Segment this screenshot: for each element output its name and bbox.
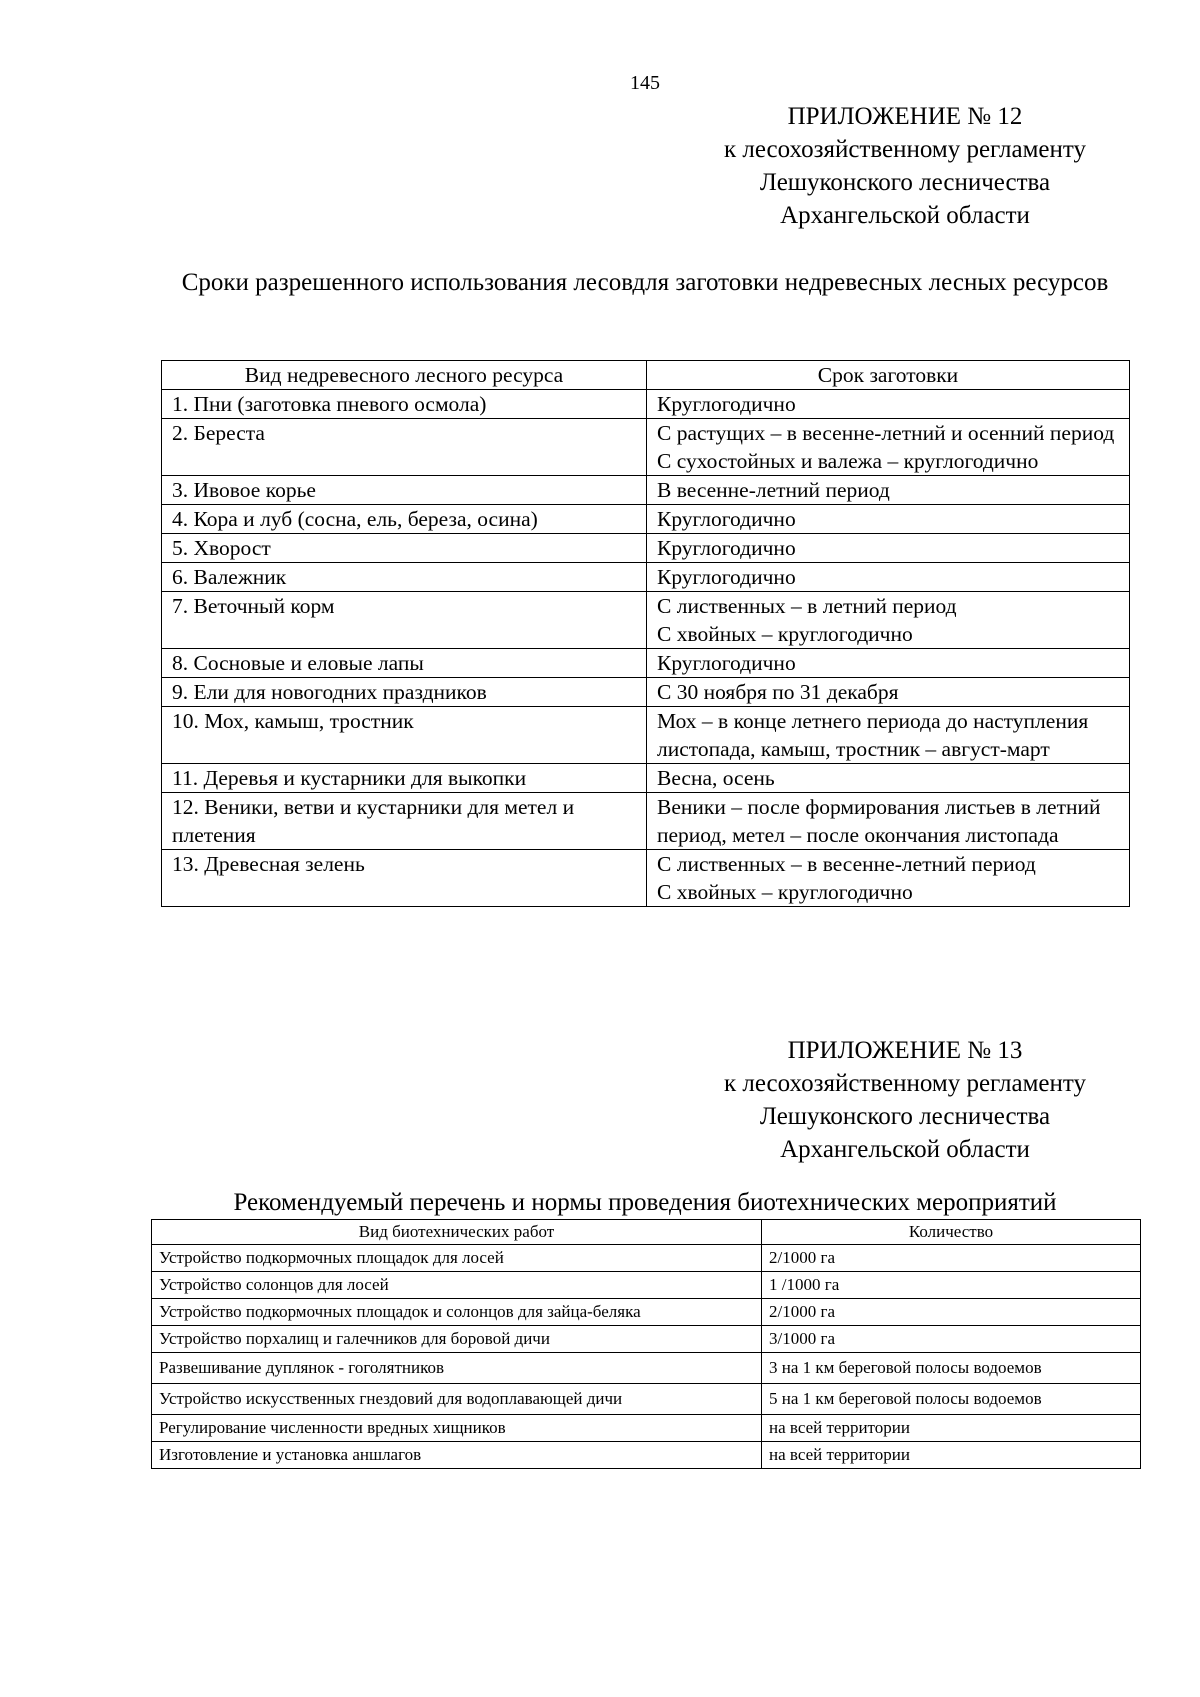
resource-cell: 3. Ивовое корье (162, 476, 647, 505)
amount-cell: на всей территории (762, 1415, 1141, 1442)
period-line: С хвойных – круглогодично (657, 880, 913, 904)
page-number: 145 (630, 72, 660, 94)
table1-row (162, 793, 1130, 850)
table2-row (152, 1272, 1141, 1299)
resource-cell: 13. Древесная зелень (162, 850, 647, 907)
resource-cell: 9. Ели для новогодних праздников (162, 678, 647, 707)
table2-row (152, 1415, 1141, 1442)
appendix-13-line1: к лесохозяйственному регламенту (723, 1070, 1087, 1097)
table1-row (162, 592, 1130, 649)
appendix-13-header (690, 1034, 1120, 1166)
amount-cell: 1 /1000 га (762, 1272, 1141, 1299)
table1-row (162, 505, 1130, 534)
amount-cell: 3 на 1 км береговой полосы водоемов (762, 1353, 1141, 1384)
period-cell (647, 764, 1130, 793)
work-cell: Устройство искусственных гнездовий для водоплавающей дичи (152, 1384, 762, 1415)
table1-title: Сроки разрешенного использования лесовдля заготовки недревесных лесных ресурсов (181, 269, 1109, 296)
period-cell (647, 419, 1130, 476)
resource-cell: 10. Мох, камыш, тростник (162, 707, 647, 764)
period-line: С лиственных – в летний период (657, 594, 957, 618)
period-cell (647, 476, 1130, 505)
table1-row (162, 850, 1130, 907)
appendix-12-heading: ПРИЛОЖЕНИЕ № 12 (787, 103, 1023, 130)
period-line: В весенне-летний период (657, 478, 890, 502)
appendix-13-line2: Лешуконского лесничества (759, 1103, 1051, 1130)
table1-body (162, 390, 1130, 907)
period-line: С растущих – в весенне-летний и осенний период (657, 421, 1115, 445)
non-timber-resources-table (161, 360, 1130, 907)
resource-cell: 2. Береста (162, 419, 647, 476)
resource-cell: 6. Валежник (162, 563, 647, 592)
table2-title: Рекомендуемый перечень и нормы проведения биотехнических мероприятий (233, 1189, 1057, 1216)
resource-cell: 12. Веники, ветви и кустарники для метел и плетения (162, 793, 647, 850)
resource-cell: 1. Пни (заготовка пневого осмола) (162, 390, 647, 419)
resource-cell: 8. Сосновые и еловые лапы (162, 649, 647, 678)
resource-cell: 4. Кора и луб (сосна, ель, береза, осина) (162, 505, 647, 534)
period-cell (647, 678, 1130, 707)
table2-row (152, 1353, 1141, 1384)
table2-row (152, 1245, 1141, 1272)
period-cell (647, 505, 1130, 534)
work-cell: Изготовление и установка аншлагов (152, 1442, 762, 1469)
table2-header-row (152, 1220, 1141, 1245)
work-cell: Устройство подкормочных площадок для лосей (152, 1245, 762, 1272)
work-cell: Устройство подкормочных площадок и солонцов для зайца-беляка (152, 1299, 762, 1326)
table1-row (162, 649, 1130, 678)
period-line: Круглогодично (657, 565, 796, 589)
amount-cell: 2/1000 га (762, 1299, 1141, 1326)
period-line: С лиственных – в весенне-летний период (657, 852, 1036, 876)
table2-header-amount: Количество (762, 1220, 1141, 1245)
period-line: Круглогодично (657, 651, 796, 675)
period-cell (647, 592, 1130, 649)
period-cell (647, 707, 1130, 764)
table2-row (152, 1442, 1141, 1469)
period-line: С сухостойных и валежа – круглогодично (657, 449, 1039, 473)
table1-header-resource: Вид недревесного лесного ресурса (162, 361, 647, 390)
table1-row (162, 534, 1130, 563)
appendix-13-line3: Архангельской области (780, 1136, 1030, 1163)
resource-cell: 7. Веточный корм (162, 592, 647, 649)
appendix-12-line2: Лешуконского лесничества (759, 169, 1051, 196)
biotechnical-measures-table (151, 1219, 1141, 1469)
resource-cell: 5. Хворост (162, 534, 647, 563)
work-cell: Развешивание дуплянок - гоголятников (152, 1353, 762, 1384)
table2-row (152, 1299, 1141, 1326)
period-cell (647, 793, 1130, 850)
period-cell (647, 534, 1130, 563)
work-cell: Регулирование численности вредных хищников (152, 1415, 762, 1442)
table1-row (162, 563, 1130, 592)
table1-row (162, 764, 1130, 793)
appendix-12-line1: к лесохозяйственному регламенту (723, 136, 1087, 163)
work-cell: Устройство порхалищ и галечников для боровой дичи (152, 1326, 762, 1353)
table2-body (152, 1245, 1141, 1469)
period-line: Мох – в конце летнего периода до наступления листопада, камыш, тростник – август-март (657, 709, 1089, 761)
resource-cell: 11. Деревья и кустарники для выкопки (162, 764, 647, 793)
table1-row (162, 390, 1130, 419)
table2-header-work: Вид биотехнических работ (152, 1220, 762, 1245)
period-line: С 30 ноября по 31 декабря (657, 680, 899, 704)
period-cell (647, 563, 1130, 592)
appendix-12-line3: Архангельской области (780, 202, 1030, 229)
period-line: С хвойных – круглогодично (657, 622, 913, 646)
period-line: Круглогодично (657, 536, 796, 560)
table1-header-row (162, 361, 1130, 390)
table2-row (152, 1384, 1141, 1415)
appendix-13-heading: ПРИЛОЖЕНИЕ № 13 (787, 1037, 1023, 1064)
amount-cell: 5 на 1 км береговой полосы водоемов (762, 1384, 1141, 1415)
table1-row (162, 707, 1130, 764)
amount-cell: 3/1000 га (762, 1326, 1141, 1353)
table1-row (162, 419, 1130, 476)
table2-row (152, 1326, 1141, 1353)
period-cell (647, 390, 1130, 419)
period-line: Весна, осень (657, 766, 775, 790)
period-line: Веники – после формирования листьев в летний период, метел – после окончания листопада (657, 795, 1101, 847)
period-cell (647, 649, 1130, 678)
work-cell: Устройство солонцов для лосей (152, 1272, 762, 1299)
amount-cell: на всей территории (762, 1442, 1141, 1469)
table1-row (162, 476, 1130, 505)
table1-header-period: Срок заготовки (647, 361, 1130, 390)
amount-cell: 2/1000 га (762, 1245, 1141, 1272)
period-cell (647, 850, 1130, 907)
table1-row (162, 678, 1130, 707)
appendix-12-header (690, 100, 1120, 232)
period-line: Круглогодично (657, 392, 796, 416)
period-line: Круглогодично (657, 507, 796, 531)
